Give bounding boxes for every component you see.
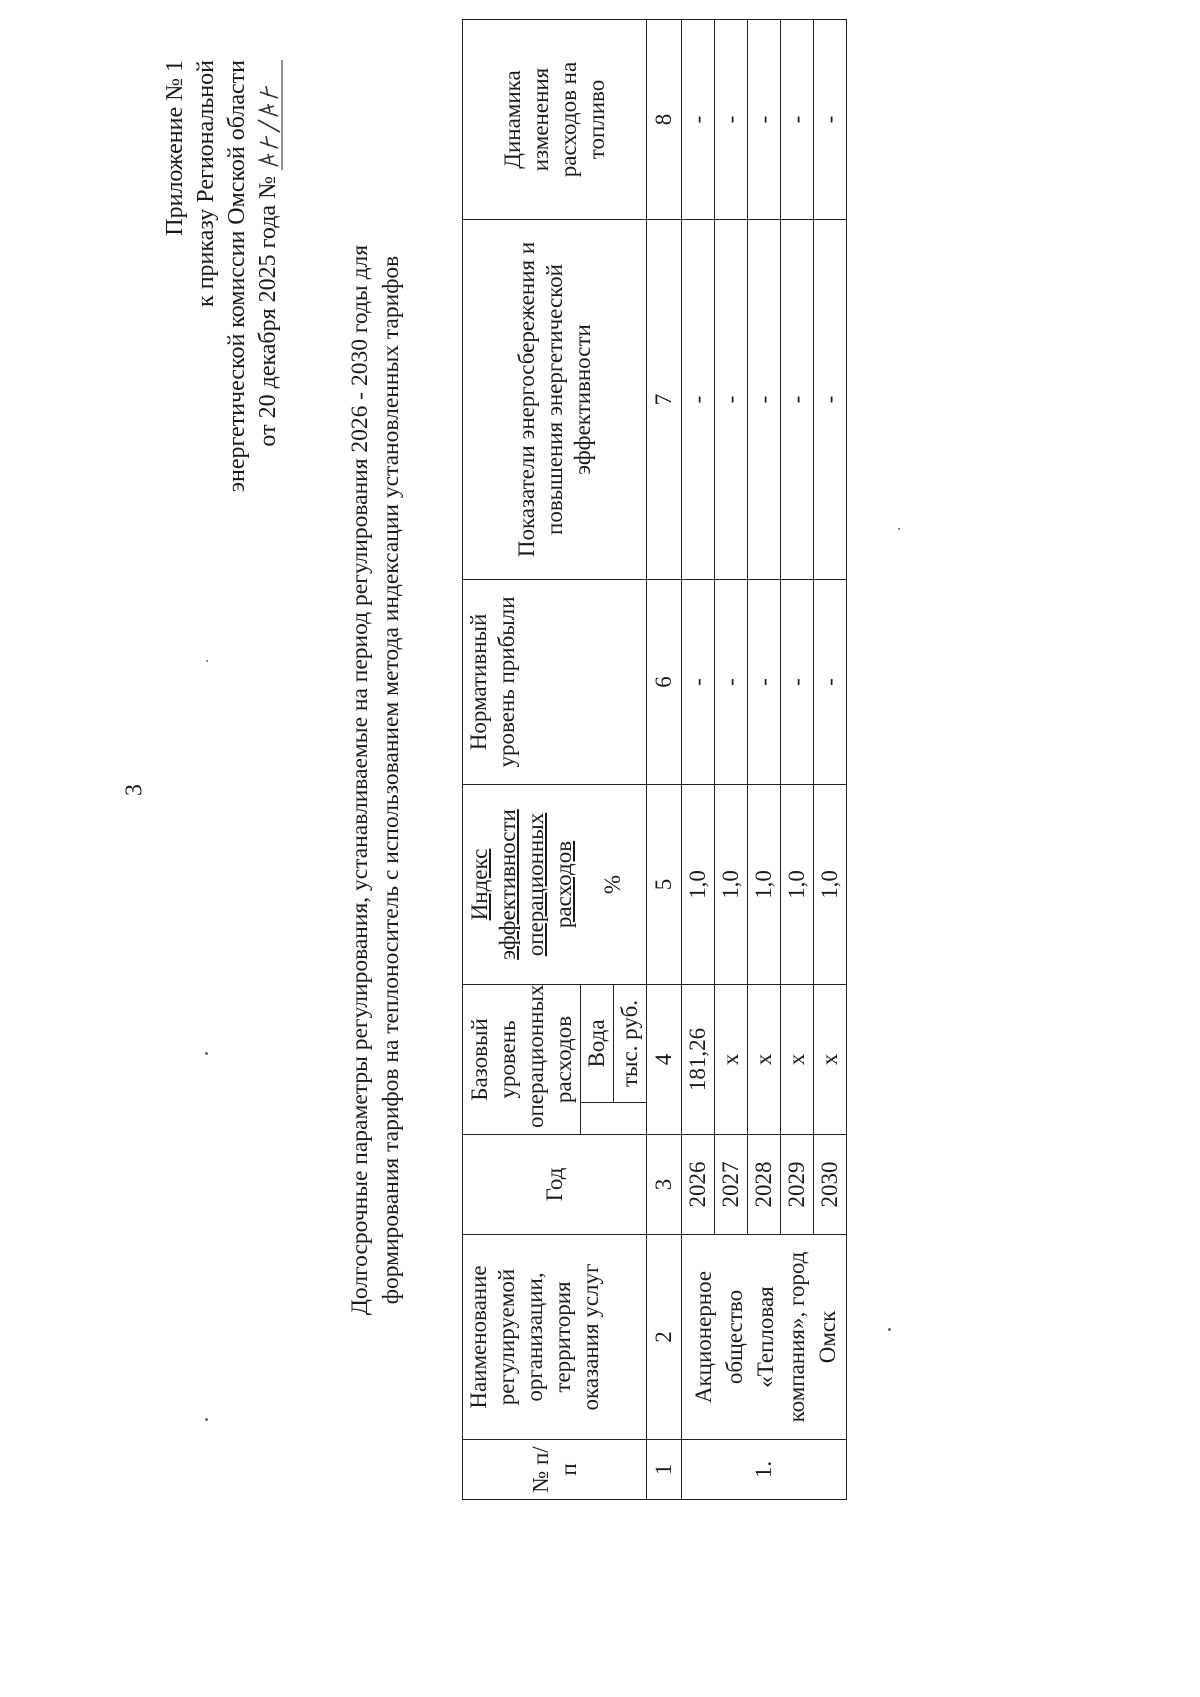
- efficiency-index-cell: 1,0: [682, 785, 715, 985]
- organization-name: Акционерное общество «Тепловая компания», город Омск: [682, 1235, 847, 1440]
- page-number: 3: [121, 784, 148, 796]
- header-efficiency-index-text: Индекс эффективности операционных расходов: [466, 809, 576, 960]
- header-water: Вода: [581, 985, 614, 1103]
- appendix-title: Приложение № 1: [162, 60, 188, 236]
- energy-saving-cell: -: [781, 220, 814, 580]
- appendix-date-line: [253, 60, 284, 500]
- table-row: [682, 20, 715, 1500]
- appendix-date: от 20 декабря 2025 года №: [255, 176, 281, 447]
- fuel-dynamics-cell: -: [814, 20, 847, 220]
- col-number-8: 8: [647, 20, 682, 220]
- col-number-2: 2: [647, 1235, 682, 1440]
- col-number-1: 1: [647, 1440, 682, 1500]
- profit-level-cell: -: [682, 580, 715, 785]
- appendix-header: [160, 60, 284, 500]
- col-number-3: 3: [647, 1135, 682, 1235]
- title-line-1: Долгосрочные параметры регулирования, устанавливаемые на период регулирования 2026 - 2030 годы для: [347, 244, 373, 1316]
- efficiency-index-cell: 1,0: [715, 785, 748, 985]
- base-level-cell: x: [814, 985, 847, 1135]
- header-efficiency-index: [463, 785, 581, 985]
- fuel-dynamics-cell: -: [715, 20, 748, 220]
- fuel-dynamics-cell: -: [748, 20, 781, 220]
- year-cell: 2029: [781, 1135, 814, 1235]
- appendix-commission: энергетической комиссии Омской области: [224, 60, 250, 493]
- profit-level-cell: -: [781, 580, 814, 785]
- energy-saving-cell: -: [748, 220, 781, 580]
- header-profit-level: Нормативный уровень прибыли: [463, 580, 647, 785]
- efficiency-index-cell: 1,0: [814, 785, 847, 985]
- col-number-6: 6: [647, 580, 682, 785]
- header-thousand-rubles: тыс. руб.: [614, 985, 647, 1103]
- title-line-2: формирования тарифов на теплоноситель с использованием метода индексации установленных тарифов: [378, 255, 404, 1305]
- base-level-cell: x: [715, 985, 748, 1135]
- header-fuel-dynamics: Динамика изменения расходов на топливо: [463, 20, 647, 220]
- energy-saving-cell: -: [814, 220, 847, 580]
- profit-level-cell: -: [715, 580, 748, 785]
- col-number-5: 5: [647, 785, 682, 985]
- profit-level-cell: -: [814, 580, 847, 785]
- order-number: [253, 60, 284, 170]
- year-cell: 2030: [814, 1135, 847, 1235]
- fuel-dynamics-cell: -: [781, 20, 814, 220]
- header-energy-saving: Показатели энергосбережения и повышения энергетической эффективности: [463, 220, 647, 580]
- header-base-level: Базовый уровень операционных расходов: [463, 985, 581, 1135]
- year-cell: 2026: [682, 1135, 715, 1235]
- col-number-7: 7: [647, 220, 682, 580]
- handwritten-order-number-icon: [254, 60, 284, 170]
- col-number-4: 4: [647, 985, 682, 1135]
- fuel-dynamics-cell: -: [682, 20, 715, 220]
- efficiency-index-cell: 1,0: [748, 785, 781, 985]
- header-year: Год: [463, 1135, 647, 1235]
- year-cell: 2027: [715, 1135, 748, 1235]
- header-base-spacer: [581, 1103, 647, 1135]
- base-level-cell: 181,26: [682, 985, 715, 1135]
- efficiency-index-cell: 1,0: [781, 785, 814, 985]
- header-percent: %: [581, 785, 647, 985]
- row-number: 1.: [682, 1440, 847, 1500]
- profit-level-cell: -: [748, 580, 781, 785]
- base-level-cell: x: [748, 985, 781, 1135]
- base-level-cell: x: [781, 985, 814, 1135]
- header-organization: Наименование регулируемой организации, территория оказания услуг: [463, 1235, 647, 1440]
- document-title: [345, 80, 407, 1480]
- parameters-table: [462, 19, 847, 1500]
- year-cell: 2028: [748, 1135, 781, 1235]
- header-number: № п/п: [463, 1440, 647, 1500]
- energy-saving-cell: -: [715, 220, 748, 580]
- energy-saving-cell: -: [682, 220, 715, 580]
- appendix-order-ref: к приказу Региональной: [193, 60, 219, 307]
